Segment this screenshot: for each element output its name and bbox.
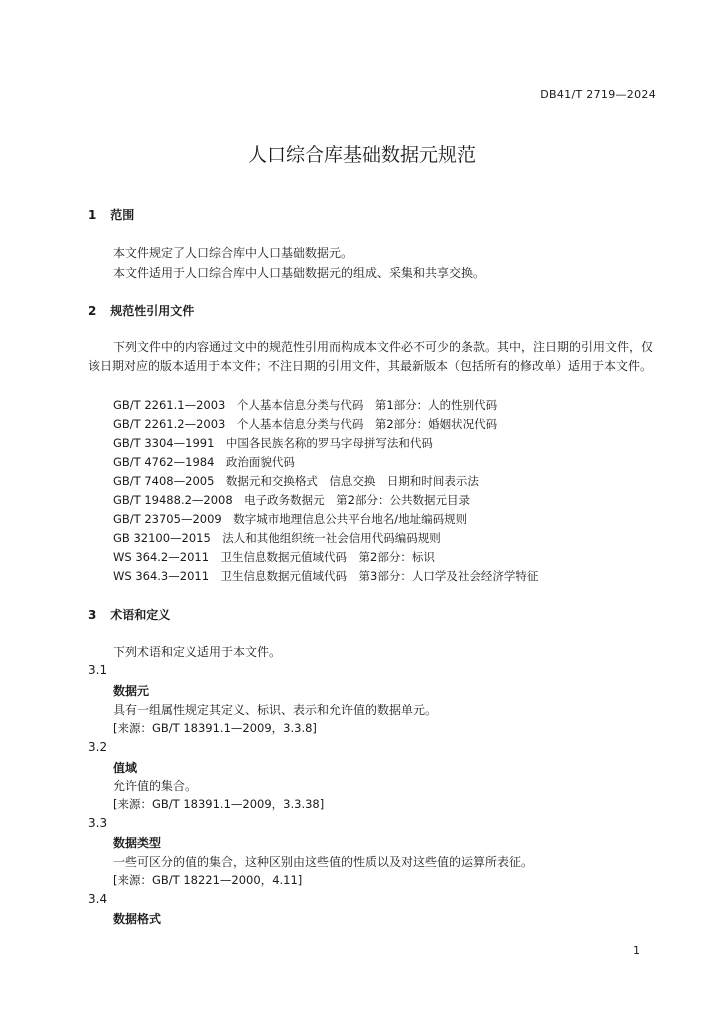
page-number: 1 xyxy=(633,944,640,957)
section-number: 1 xyxy=(88,208,97,222)
section-heading-terms xyxy=(88,606,170,623)
section-number: 3 xyxy=(88,608,97,622)
terms-intro: 下列术语和定义适用于本文件。 xyxy=(113,645,282,659)
reference-item: GB/T 2261.1—2003 个人基本信息分类与代码 第1部分：人的性别代码 xyxy=(113,398,498,412)
term-source: [来源：GB/T 18391.1—2009，3.3.8] xyxy=(113,721,317,735)
section-title: 规范性引用文件 xyxy=(110,304,195,318)
term-number: 3.4 xyxy=(88,892,108,906)
reference-item: GB/T 2261.2—2003 个人基本信息分类与代码 第2部分：婚姻状况代码 xyxy=(113,417,498,431)
reference-item: GB/T 3304—1991 中国各民族名称的罗马字母拼写法和代码 xyxy=(113,436,433,450)
term-definition: 具有一组属性规定其定义、标识、表示和允许值的数据单元。 xyxy=(113,703,438,717)
section-title: 术语和定义 xyxy=(110,608,171,622)
references-intro: 下列文件中的内容通过文中的规范性引用而构成本文件必不可少的条款。其中，注日期的引用文件，仅该日期对应的版本适用于本文件；不注日期的引用文件，其最新版本（包括所有的修改单）适用于本文件。 xyxy=(88,340,654,373)
term-source: [来源：GB/T 18221—2000，4.11] xyxy=(113,873,303,887)
reference-item: GB/T 23705—2009 数字城市地理信息公共平台地名/地址编码规则 xyxy=(113,512,468,526)
reference-item: GB/T 7408—2005 数据元和交换格式 信息交换 日期和时间表示法 xyxy=(113,474,479,488)
term-number: 3.1 xyxy=(88,663,108,677)
term-number: 3.3 xyxy=(88,816,108,830)
document-title: 人口综合库基础数据元规范 xyxy=(247,144,476,166)
reference-item: GB/T 4762—1984 政治面貌代码 xyxy=(113,455,295,469)
reference-item: GB/T 19488.2—2008 电子政务数据元 第2部分：公共数据元目录 xyxy=(113,493,470,507)
term-name: 值域 xyxy=(113,761,138,775)
section-title: 范围 xyxy=(110,208,135,222)
reference-item: WS 364.2—2011 卫生信息数据元值域代码 第2部分：标识 xyxy=(113,550,435,564)
term-definition: 一些可区分的值的集合，这种区别由这些值的性质以及对这些值的运算所表征。 xyxy=(113,855,534,869)
reference-item: GB 32100—2015 法人和其他组织统一社会信用代码编码规则 xyxy=(113,531,441,545)
section-number: 2 xyxy=(88,304,97,318)
term-name: 数据元 xyxy=(113,684,150,698)
term-name: 数据格式 xyxy=(113,912,162,926)
term-name: 数据类型 xyxy=(113,836,162,850)
scope-paragraph: 本文件适用于人口综合库中人口基础数据元的组成、采集和共享交换。 xyxy=(113,266,486,280)
term-number: 3.2 xyxy=(88,740,108,754)
term-definition: 允许值的集合。 xyxy=(113,779,198,793)
reference-item: WS 364.3—2011 卫生信息数据元值域代码 第3部分：人口学及社会经济学特征 xyxy=(113,569,539,583)
section-heading-scope xyxy=(88,206,134,223)
standard-number: DB41/T 2719—2024 xyxy=(540,88,656,101)
section-heading-normative-references xyxy=(88,302,194,319)
term-source: [来源：GB/T 18391.1—2009，3.3.38] xyxy=(113,797,325,811)
scope-paragraph: 本文件规定了人口综合库中人口基础数据元。 xyxy=(113,246,354,260)
